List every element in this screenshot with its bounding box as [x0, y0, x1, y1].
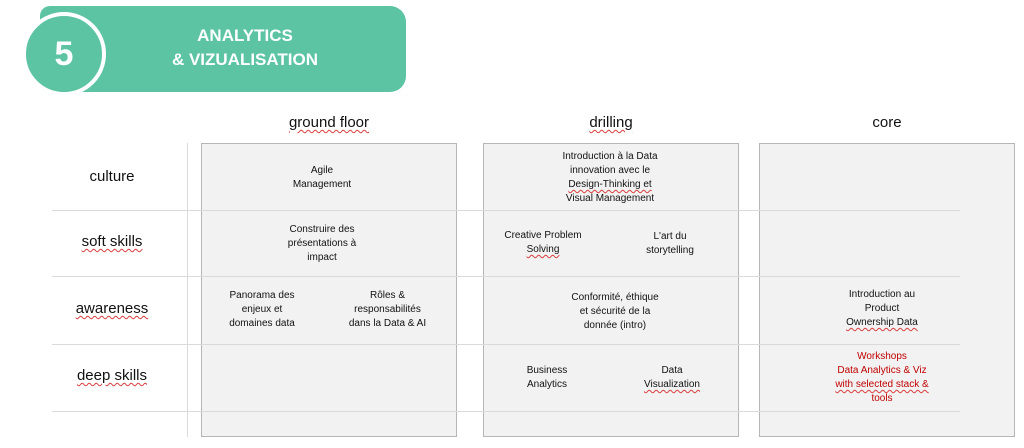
cell-workshops: Workshops Data Analytics & Viz with selected stack & tools: [835, 351, 929, 404]
column-header-core: core: [872, 114, 902, 131]
cell-business-analytics: Business Analytics: [526, 365, 568, 390]
row-divider: [52, 210, 960, 211]
cell-creative-problem-solving: Creative Problem Solving: [504, 230, 582, 255]
cell-storytelling: L'art du storytelling: [646, 231, 694, 256]
row-header-deep-skills: deep skills: [76, 367, 148, 384]
row-header-culture: culture: [89, 168, 135, 185]
cell-data-innovation: Introduction à la Data innovation avec le Design-Thinking et Visual Management: [562, 151, 658, 204]
column-header-ground-floor: ground floor: [288, 114, 370, 131]
row-label-divider: [187, 143, 188, 437]
cell-product-ownership: Introduction au Product Ownership Data: [846, 289, 918, 328]
section-number-badge: [22, 12, 106, 96]
cell-presentations: Construire des présentations à impact: [287, 224, 357, 263]
cell-roles: Rôles & responsabilités dans la Data & AI: [348, 290, 427, 329]
section-number: 5: [54, 34, 74, 73]
column-header-drilling: drilling: [589, 114, 633, 131]
row-divider: [52, 344, 960, 345]
row-divider: [52, 276, 960, 277]
cell-agile-management: Agile Management: [292, 165, 352, 190]
row-header-soft-skills: soft skills: [81, 233, 143, 250]
row-divider: [52, 411, 960, 412]
cell-data-visualization: Data Visualization: [644, 365, 700, 390]
row-header-awareness: awareness: [75, 300, 149, 317]
section-title-line1: ANALYTICS: [197, 26, 293, 45]
cell-conformite: Conformité, éthique et sécurité de la donnée (intro): [571, 292, 659, 331]
section-title-line2: & VIZUALISATION: [171, 50, 319, 69]
section-title: [120, 24, 370, 72]
cell-panorama: Panorama des enjeux et domaines data: [229, 290, 295, 329]
